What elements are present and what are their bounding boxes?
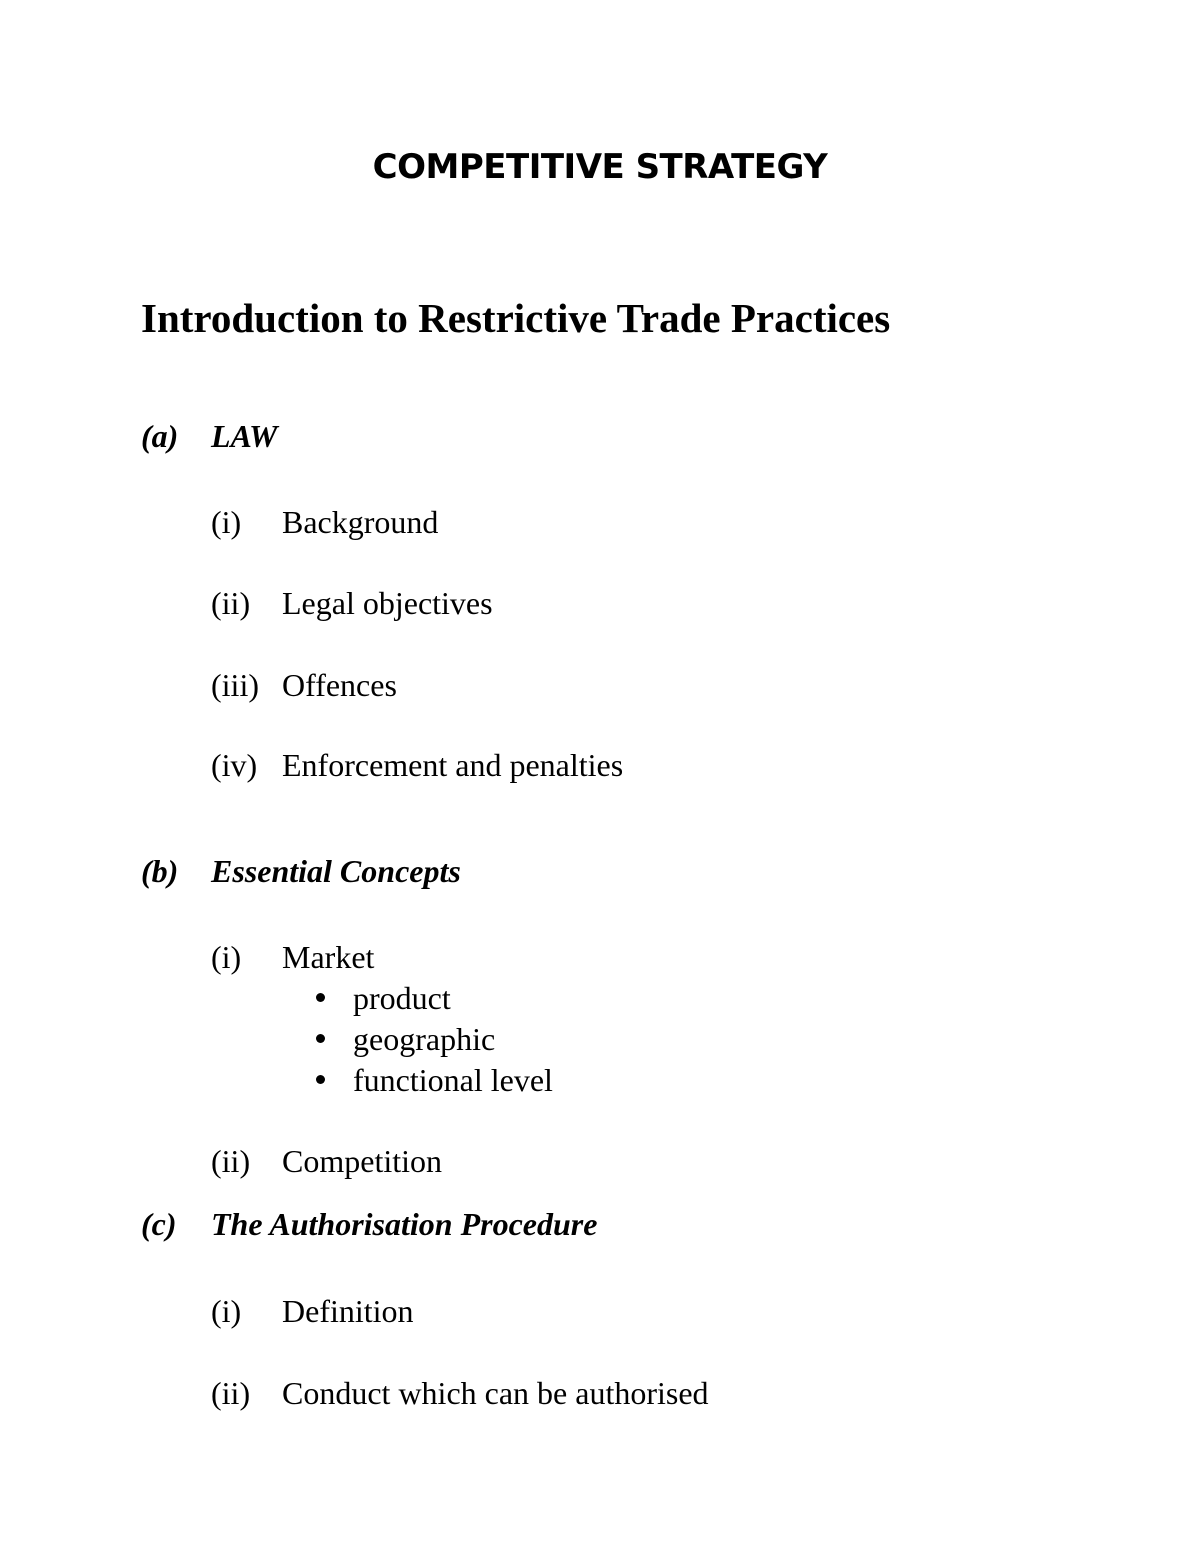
list-item-label: Legal objectives: [282, 585, 493, 621]
list-item-label: Definition: [282, 1293, 414, 1329]
list-item-marker: (ii): [211, 1143, 251, 1179]
section-a-label: LAW: [211, 418, 278, 454]
section-b-label: Essential Concepts: [211, 853, 461, 889]
bullet-icon: [316, 1075, 325, 1084]
list-item-label: Offences: [282, 667, 397, 703]
list-item-label: Conduct which can be authorised: [282, 1375, 709, 1411]
section-c-label: The Authorisation Procedure: [211, 1206, 598, 1242]
list-item-label: Enforcement and penalties: [282, 747, 624, 783]
section-b-marker: (b): [141, 853, 179, 889]
list-item-marker: (ii): [211, 585, 251, 621]
bullet-item-label: product: [353, 980, 451, 1016]
list-item-label: Market: [282, 939, 375, 975]
list-item-marker: (i): [211, 1293, 242, 1329]
bullet-icon: [316, 993, 325, 1002]
list-item-marker: (i): [211, 939, 242, 975]
document-title: COMPETITIVE STRATEGY: [372, 147, 828, 187]
list-item-label: Competition: [282, 1143, 442, 1179]
section-c-marker: (c): [141, 1206, 177, 1242]
list-item-marker: (ii): [211, 1375, 251, 1411]
list-item-marker: (i): [211, 504, 242, 540]
bullet-item-label: geographic: [353, 1021, 496, 1057]
bullet-icon: [316, 1034, 325, 1043]
list-item-marker: (iii): [211, 667, 259, 703]
list-item-label: Background: [282, 504, 439, 540]
list-item-marker: (iv): [211, 747, 258, 783]
section-a-marker: (a): [141, 418, 179, 454]
document-heading: Introduction to Restrictive Trade Practices: [141, 295, 891, 341]
bullet-item-label: functional level: [353, 1062, 553, 1098]
